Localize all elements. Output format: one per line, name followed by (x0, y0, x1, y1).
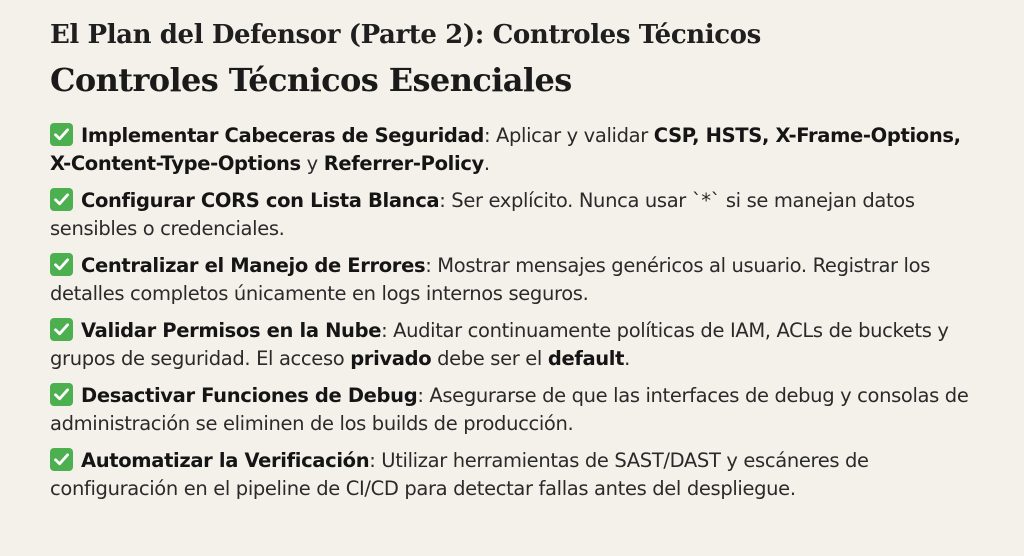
item-emphasis: CSP, HSTS, X-Frame-Options, X-Content-Type-Options (50, 124, 961, 175)
slide-kicker: El Plan del Defensor (Parte 2): Controles Técnicos (50, 20, 761, 50)
item-description: . (624, 347, 630, 370)
item-term: Configurar CORS con Lista Blanca (81, 189, 440, 212)
item-description: y (300, 152, 324, 175)
check-mark-icon (50, 253, 73, 276)
check-mark-icon (50, 188, 73, 211)
item-description: : Utilizar herramientas de SAST/DAST y escáneres de configuración en el pipeline de CI/CD para detectar fallas antes del despliegue. (50, 449, 869, 500)
item-description: : Mostrar mensajes genéricos al usuario. Registrar los detalles completos únicamente en logs internos seguros. (50, 254, 931, 305)
list-item (50, 447, 984, 503)
item-emphasis: privado (350, 347, 432, 370)
check-mark-icon (50, 318, 73, 341)
item-description: debe ser el (431, 347, 548, 370)
item-term: Automatizar la Verificación (81, 449, 370, 472)
list-item (50, 122, 984, 178)
check-mark-icon (50, 448, 73, 471)
list-item (50, 317, 984, 373)
item-description: . (483, 152, 490, 175)
slide-title: Controles Técnicos Esenciales (50, 61, 572, 99)
list-item (50, 187, 984, 243)
item-description: : Ser explícito. Nunca usar `*` si se manejan datos sensibles o credenciales. (50, 189, 915, 240)
item-term: Validar Permisos en la Nube (81, 319, 382, 342)
item-description: : Asegurarse de que las interfaces de debug y consolas de administración se eliminen de los builds de producción. (50, 384, 969, 435)
item-emphasis: default (547, 347, 625, 370)
item-term: Desactivar Funciones de Debug (81, 384, 418, 407)
check-mark-icon (50, 383, 73, 406)
controls-list (50, 122, 984, 503)
item-description: : Aplicar y validar (483, 124, 654, 147)
list-item (50, 382, 984, 438)
list-item (50, 252, 984, 308)
item-term: Centralizar el Manejo de Errores (81, 254, 426, 277)
item-term: Implementar Cabeceras de Seguridad (81, 124, 484, 147)
item-description: : Auditar continuamente políticas de IAM, ACLs de buckets y grupos de seguridad. El acceso (50, 319, 949, 370)
item-emphasis: Referrer-Policy (323, 152, 484, 175)
check-mark-icon (50, 123, 73, 146)
